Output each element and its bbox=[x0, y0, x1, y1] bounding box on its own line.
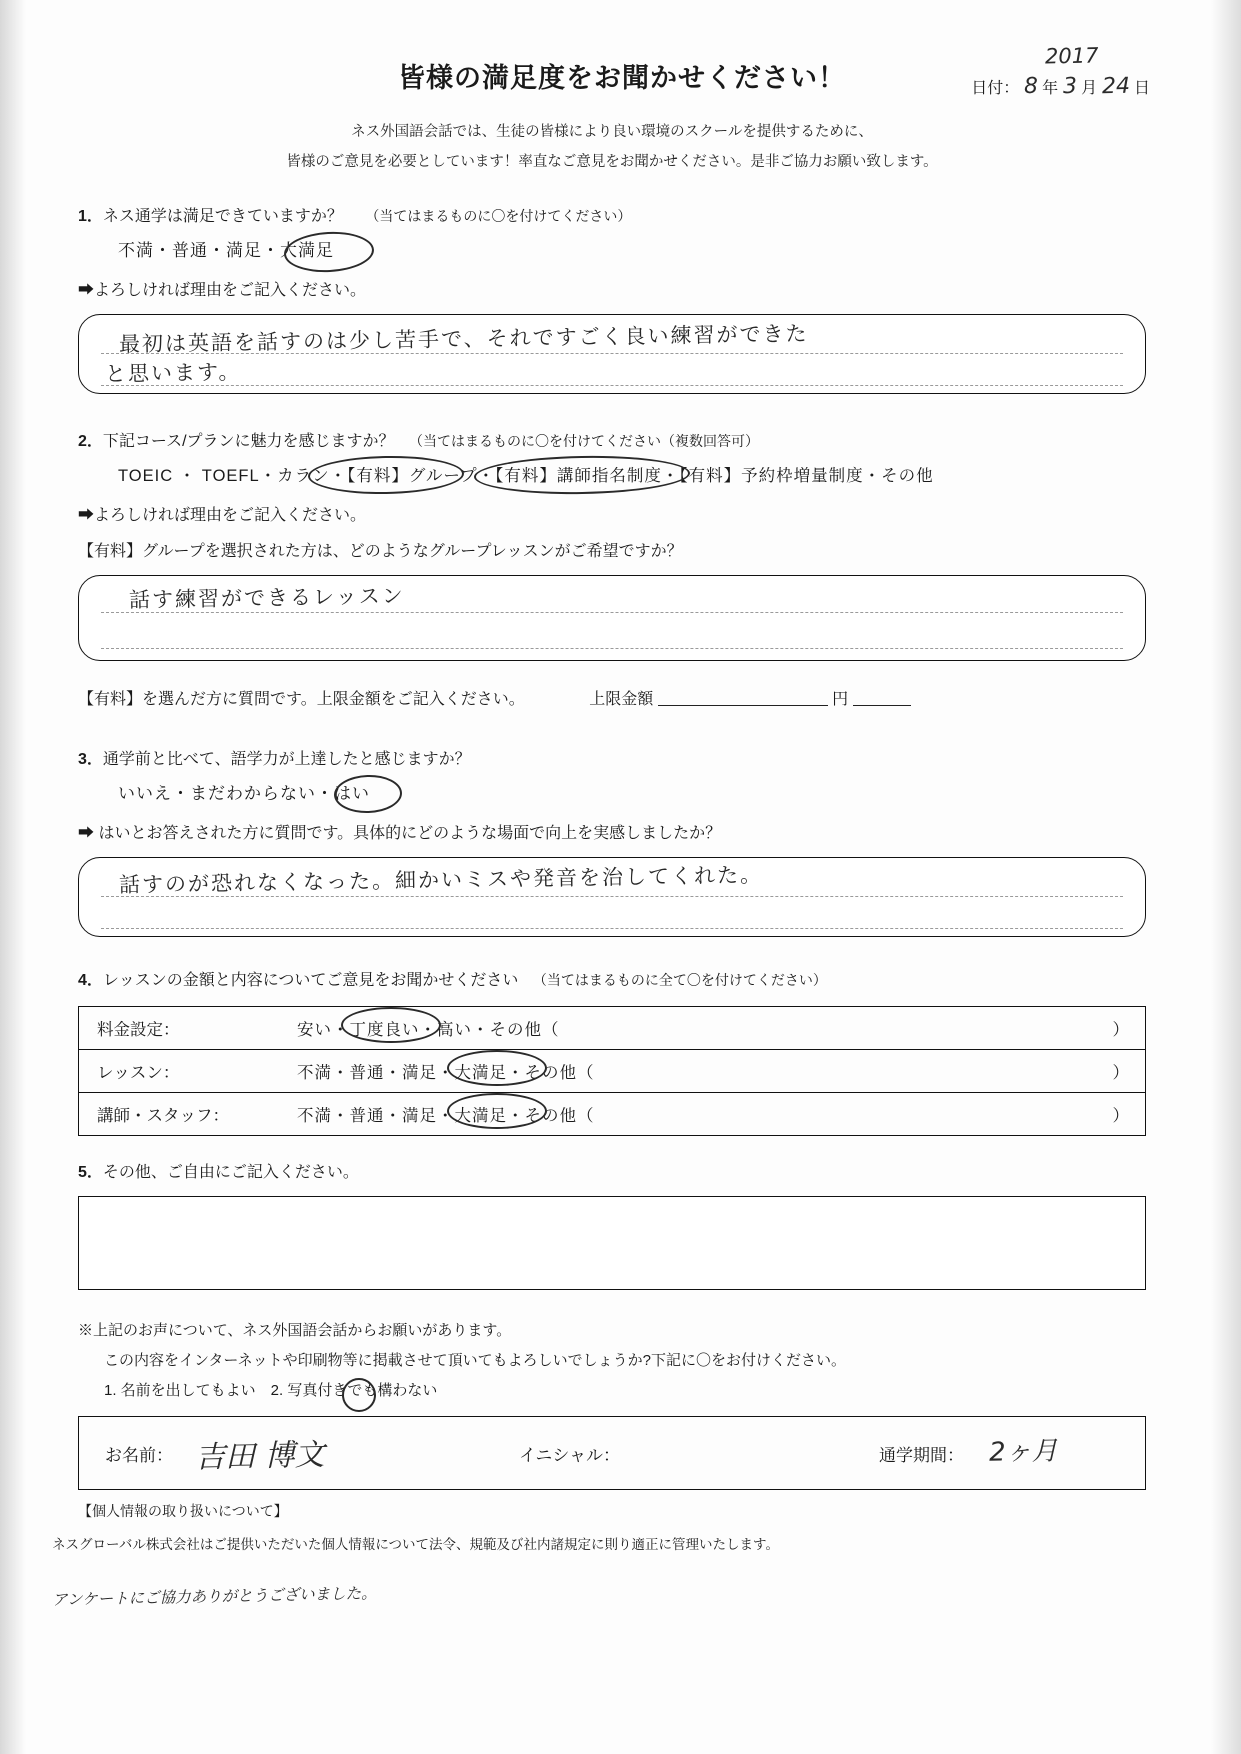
q4-row-0-close: ） bbox=[1112, 1021, 1129, 1039]
q2-answer-line-1: 話す練習ができるレッスン bbox=[128, 583, 405, 613]
publication-notice bbox=[78, 1316, 1172, 1406]
q4-number: 4． bbox=[78, 972, 103, 989]
q1-hint: （当てはまるものに〇を付けてください） bbox=[365, 208, 632, 224]
date-month-unit: 年 bbox=[1042, 80, 1059, 97]
q1-answer-box[interactable] bbox=[78, 314, 1146, 394]
notice-line-2: この内容をインターネットや印刷物等に掲載させて頂いてもよろしいでしょうか?下記に〇をお付けください。 bbox=[104, 1352, 846, 1369]
q4-row-1-label: レッスン： bbox=[97, 1064, 180, 1082]
q2-number: 2． bbox=[78, 433, 103, 450]
q2-reason-prompt: ➡よろしければ理由をご記入ください。 bbox=[78, 507, 367, 524]
date-day-value-hand: 24 bbox=[1101, 73, 1130, 100]
privacy-body: ネスグローバル株式会社はご提供いただいた個人情報について法令、規範及び社内諸規定に則り適正に管理いたします。 bbox=[52, 1537, 779, 1552]
name-value-hand: 吉田 博文 bbox=[194, 1437, 325, 1476]
q4-row-2-close: ） bbox=[1112, 1107, 1129, 1125]
q5-number: 5． bbox=[78, 1164, 103, 1181]
q4-row-1-close: ） bbox=[1112, 1064, 1129, 1082]
q4-row-2-options-text: 不満・普通・満足・大満足・その他（ bbox=[297, 1107, 595, 1125]
date-field bbox=[971, 43, 1150, 100]
survey-sheet bbox=[52, 26, 1172, 1726]
q2-options-text: TOEIC ・ TOEFL・カラン・【有料】グループ・【有料】講師指名制度・【有料】予約枠増量制度・その他 bbox=[118, 467, 934, 485]
table-row[interactable] bbox=[79, 1007, 1145, 1050]
q3-text: 通学前と比べて、語学力が上達したと感じますか？ bbox=[102, 751, 471, 768]
initial-label: イニシャル： bbox=[519, 1446, 620, 1465]
q4-row-1-options bbox=[297, 1059, 595, 1083]
q3-answer-box[interactable] bbox=[78, 857, 1146, 937]
q3-followup-prompt: ➡ はいとお答えされた方に質問です。具体的にどのような場面で向上を実感しましたか？ bbox=[78, 825, 722, 842]
lead-line-2: 皆様のご意見を必要としています！率直なご意見をお聞かせください。是非ご協力お願い致します。 bbox=[286, 154, 938, 170]
q1-reason-prompt: ➡よろしければ理由をご記入ください。 bbox=[78, 282, 367, 299]
q1-options[interactable] bbox=[118, 238, 1172, 264]
lead-line-1: ネス外国語会話では、生徒の皆様により良い環境のスクールを提供するために、 bbox=[351, 124, 873, 140]
notice-line-1: ※上記のお声について、ネス外国語会話からお願いがあります。 bbox=[78, 1322, 512, 1339]
q2-options[interactable] bbox=[118, 463, 1172, 489]
q2-limit-unit-line[interactable] bbox=[853, 687, 911, 706]
question-2 bbox=[78, 428, 1172, 565]
notice-line-3-text: 1. 名前を出してもよい 2. 写真付きでも構わない bbox=[104, 1382, 438, 1399]
table-row[interactable] bbox=[79, 1050, 1145, 1093]
q4-table bbox=[78, 1006, 1146, 1136]
table-row[interactable] bbox=[79, 1093, 1145, 1135]
q4-row-2-options bbox=[297, 1102, 595, 1126]
question-1 bbox=[78, 203, 1172, 304]
date-day-unit: 月 bbox=[1081, 80, 1098, 97]
q2-limit-unit: 円 bbox=[832, 691, 849, 708]
page-title: 皆様の満足度をお聞かせください！ bbox=[398, 63, 846, 93]
q1-text: ネス通学は満足できていますか？ bbox=[102, 208, 343, 225]
q1-answer-line-1: 最初は英語を話すのは少し苦手で、それですごく良い練習ができた bbox=[118, 321, 809, 357]
q2-hint: （当てはまるものに〇を付けてください（複数回答可） bbox=[409, 433, 760, 449]
q2-text: 下記コース/プランに魅力を感じますか？ bbox=[102, 433, 395, 450]
q3-answer-line-1: 話すのが恐れなくなった。細かいミスや発音を治してくれた。 bbox=[118, 862, 764, 898]
q3-options-text: いいえ・まだわからない・はい bbox=[118, 784, 370, 803]
q2-limit-label: 上限金額 bbox=[589, 691, 654, 708]
date-label: 日付： bbox=[971, 80, 1020, 97]
q4-row-0-options-text: 安い・丁度良い・高い・その他（ bbox=[297, 1021, 560, 1039]
q1-answer-line-2: と思います。 bbox=[104, 359, 242, 387]
q4-row-0-options bbox=[297, 1016, 560, 1040]
q2-limit-row bbox=[78, 687, 1172, 713]
lead-paragraph bbox=[52, 117, 1172, 177]
date-day-hand: 3 bbox=[1062, 73, 1077, 100]
question-3 bbox=[78, 747, 1172, 847]
notice-line-3[interactable] bbox=[104, 1376, 1172, 1406]
period-label: 通学期間： bbox=[879, 1446, 964, 1465]
q4-row-2-label: 講師・スタッフ： bbox=[97, 1107, 229, 1125]
q2-limit-prompt: 【有料】を選んだ方に質問です。上限金額をご記入ください。 bbox=[78, 691, 525, 708]
q3-options[interactable] bbox=[118, 781, 1172, 807]
date-month-hand: 8 bbox=[1023, 73, 1038, 100]
date-year-hand: 2017 bbox=[1044, 43, 1099, 69]
period-value-hand: 2ヶ月 bbox=[988, 1436, 1058, 1468]
q4-row-0-label: 料金設定： bbox=[97, 1021, 180, 1039]
q5-answer-box[interactable] bbox=[78, 1196, 1146, 1290]
q5-text: その他、ご自由にご記入ください。 bbox=[102, 1164, 359, 1181]
name-row[interactable] bbox=[78, 1416, 1146, 1490]
q4-row-1-options-text: 不満・普通・満足・大満足・その他（ bbox=[297, 1064, 595, 1082]
question-5 bbox=[78, 1160, 1172, 1186]
question-4 bbox=[78, 967, 1172, 994]
date-day-suffix: 日 bbox=[1133, 80, 1150, 97]
privacy-title: 【個人情報の取り扱いについて】 bbox=[78, 1503, 288, 1519]
q4-hint: （当てはまるものに全て〇を付けてください） bbox=[532, 972, 827, 988]
name-label: お名前： bbox=[105, 1446, 173, 1465]
q1-number: 1． bbox=[78, 208, 103, 225]
thanks-hand: アンケートにご協力ありがとうございました。 bbox=[51, 1584, 377, 1610]
q1-options-text: 不満・普通・満足・大満足 bbox=[118, 241, 334, 260]
q3-number: 3． bbox=[78, 751, 103, 768]
q2-limit-input[interactable] bbox=[658, 687, 828, 706]
q2-answer-box[interactable] bbox=[78, 575, 1146, 661]
q2-group-prompt: 【有料】グループを選択された方は、どのようなグループレッスンがご希望ですか？ bbox=[78, 543, 683, 560]
q4-text: レッスンの金額と内容についてご意見をお聞かせください bbox=[102, 972, 519, 989]
